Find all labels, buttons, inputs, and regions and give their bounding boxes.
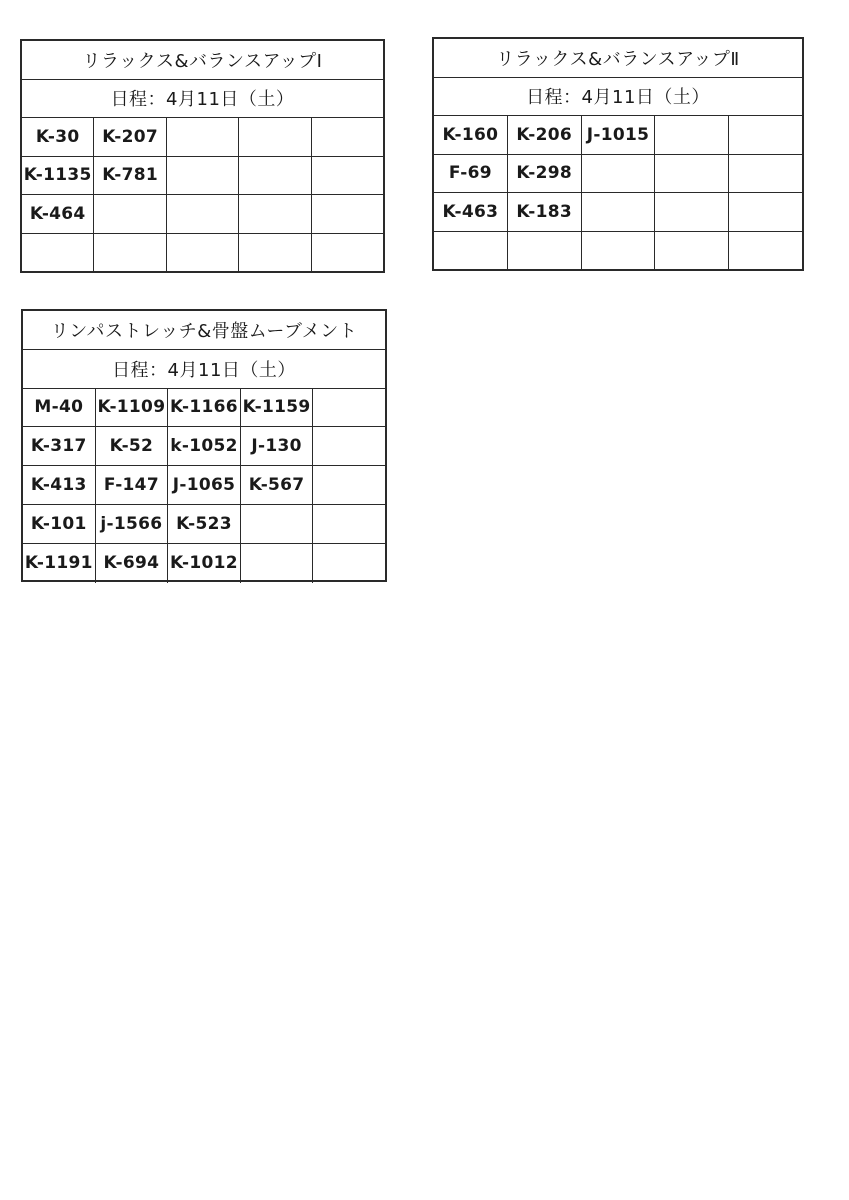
participant-code-cell bbox=[94, 234, 166, 273]
participant-code-cell: j-1566 bbox=[96, 505, 169, 543]
schedule-table-relax-balance-1 bbox=[20, 39, 385, 273]
participant-code-cell bbox=[313, 427, 385, 465]
table-row bbox=[22, 118, 383, 157]
participant-code-cell: K-1159 bbox=[241, 389, 314, 427]
participant-code-cell: K-207 bbox=[94, 118, 166, 156]
participant-code-cell bbox=[655, 193, 729, 231]
participant-code-cell bbox=[313, 466, 385, 504]
participant-code-cell: k-1052 bbox=[168, 427, 241, 465]
participant-code-cell bbox=[434, 232, 508, 271]
participant-code-cell bbox=[582, 155, 656, 193]
table-row bbox=[434, 232, 802, 271]
participant-code-cell bbox=[582, 232, 656, 271]
participant-code-cell: K-317 bbox=[23, 427, 96, 465]
participant-code-cell bbox=[508, 232, 582, 271]
table-row bbox=[23, 505, 385, 544]
participant-code-cell bbox=[313, 544, 385, 583]
participant-code-cell bbox=[313, 389, 385, 427]
table-title: リンパストレッチ&骨盤ムーブメント bbox=[23, 311, 385, 350]
participant-code-cell: K-101 bbox=[23, 505, 96, 543]
participant-code-cell: K-567 bbox=[241, 466, 314, 504]
table-row bbox=[22, 157, 383, 196]
participant-code-cell bbox=[655, 232, 729, 271]
participant-code-cell bbox=[729, 193, 802, 231]
participant-code-cell bbox=[241, 544, 314, 583]
participant-code-cell bbox=[167, 118, 239, 156]
participant-code-cell: K-781 bbox=[94, 157, 166, 195]
participant-code-cell bbox=[312, 234, 383, 273]
participant-code-cell: K-1191 bbox=[23, 544, 96, 583]
schedule-table-relax-balance-2 bbox=[432, 37, 804, 271]
participant-code-cell bbox=[729, 116, 802, 154]
participant-code-cell: J-1065 bbox=[168, 466, 241, 504]
table-row bbox=[23, 544, 385, 583]
participant-code-cell: F-147 bbox=[96, 466, 169, 504]
participant-code-cell: K-1135 bbox=[22, 157, 94, 195]
participant-code-cell: K-183 bbox=[508, 193, 582, 231]
participant-code-cell bbox=[167, 157, 239, 195]
participant-code-cell: K-298 bbox=[508, 155, 582, 193]
table-row bbox=[23, 466, 385, 505]
participant-code-cell: K-1166 bbox=[168, 389, 241, 427]
participant-code-cell bbox=[22, 234, 94, 273]
table-date: 日程：4月11日（土） bbox=[23, 350, 385, 389]
participant-code-cell bbox=[312, 118, 383, 156]
participant-code-cell: K-463 bbox=[434, 193, 508, 231]
table-date: 日程：4月11日（土） bbox=[22, 80, 383, 119]
participant-code-cell: K-52 bbox=[96, 427, 169, 465]
participant-code-cell: K-694 bbox=[96, 544, 169, 583]
participant-code-cell: F-69 bbox=[434, 155, 508, 193]
table-title: リラックス&バランスアップⅠ bbox=[22, 41, 383, 80]
participant-code-cell: J-1015 bbox=[582, 116, 656, 154]
participant-code-cell bbox=[655, 116, 729, 154]
participant-code-cell: K-206 bbox=[508, 116, 582, 154]
table-row bbox=[23, 389, 385, 428]
table-date: 日程：4月11日（土） bbox=[434, 78, 802, 117]
participant-code-cell: K-523 bbox=[168, 505, 241, 543]
participant-code-cell bbox=[729, 155, 802, 193]
participant-code-cell: M-40 bbox=[23, 389, 96, 427]
participant-code-cell: K-464 bbox=[22, 195, 94, 233]
participant-code-cell: K-1109 bbox=[96, 389, 169, 427]
participant-code-cell bbox=[167, 195, 239, 233]
participant-code-cell bbox=[94, 195, 166, 233]
schedule-table-lymph-stretch bbox=[21, 309, 387, 582]
participant-code-cell: J-130 bbox=[241, 427, 314, 465]
participant-code-cell: K-160 bbox=[434, 116, 508, 154]
participant-code-cell bbox=[239, 234, 311, 273]
participant-code-cell bbox=[312, 157, 383, 195]
participant-code-cell bbox=[313, 505, 385, 543]
participant-code-cell bbox=[239, 157, 311, 195]
participant-code-cell bbox=[312, 195, 383, 233]
participant-code-cell bbox=[239, 118, 311, 156]
participant-code-cell: K-1012 bbox=[168, 544, 241, 583]
table-row bbox=[434, 155, 802, 194]
participant-code-cell: K-413 bbox=[23, 466, 96, 504]
table-row bbox=[23, 427, 385, 466]
table-title: リラックス&バランスアップⅡ bbox=[434, 39, 802, 78]
participant-code-cell bbox=[582, 193, 656, 231]
table-row bbox=[434, 193, 802, 232]
participant-code-cell: K-30 bbox=[22, 118, 94, 156]
participant-code-cell bbox=[241, 505, 314, 543]
participant-code-cell bbox=[729, 232, 802, 271]
participant-code-cell bbox=[167, 234, 239, 273]
participant-code-cell bbox=[239, 195, 311, 233]
table-row bbox=[22, 234, 383, 273]
table-row bbox=[434, 116, 802, 155]
participant-code-cell bbox=[655, 155, 729, 193]
table-row bbox=[22, 195, 383, 234]
